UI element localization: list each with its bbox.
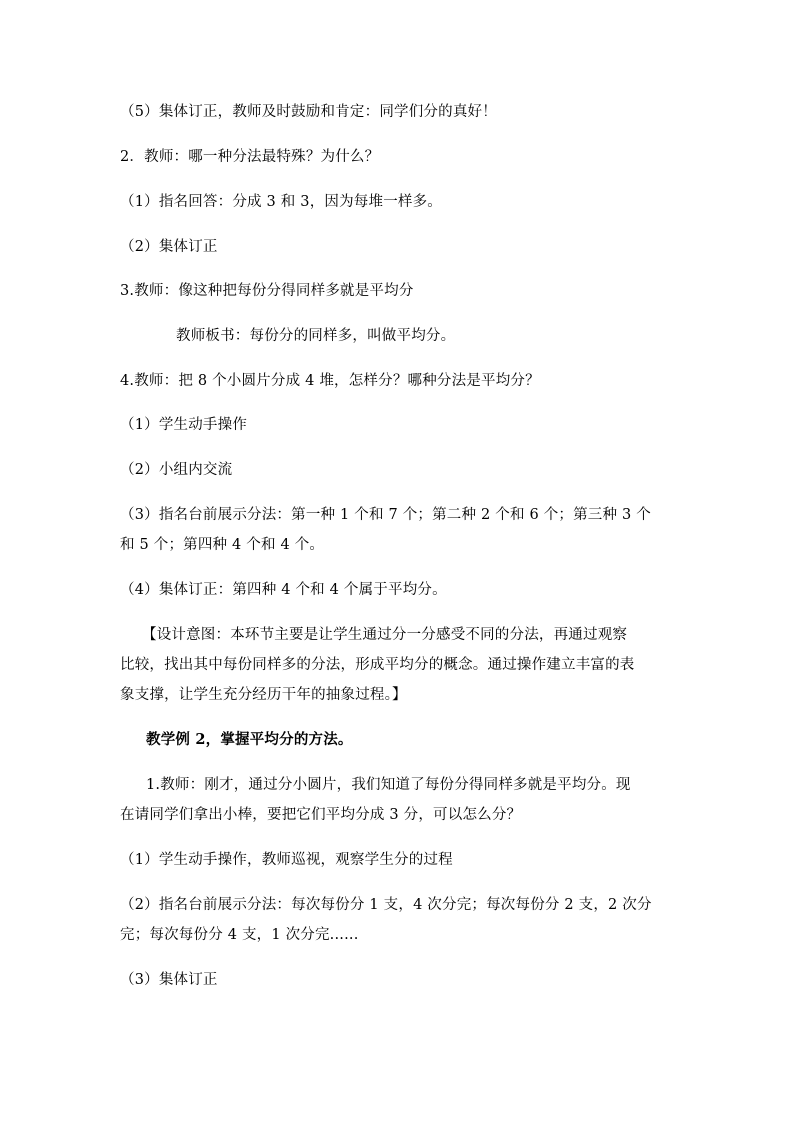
- paragraph-line: 3.教师：像这种把每份分得同样多就是平均分: [120, 283, 414, 299]
- paragraph-line: 2．教师：哪一种分法最特殊？为什么？: [120, 149, 380, 165]
- paragraph-line: （1）学生动手操作: [120, 417, 248, 433]
- section-heading: 教学例 2，掌握平均分的方法。: [146, 731, 353, 748]
- design-intent-line: 【设计意图：本环节主要是让学生通过分一分感受不同的分法，再通过观察: [142, 627, 628, 643]
- paragraph-line: 4.教师：把 8 个小圆片分成 4 堆，怎样分？哪种分法是平均分？: [120, 373, 540, 389]
- paragraph-line: 在请同学们拿出小棒，要把它们平均分成 3 分，可以怎么分？: [120, 807, 522, 823]
- paragraph-line: （2）小组内交流: [120, 462, 233, 478]
- design-intent-line: 象支撑，让学生充分经历干年的抽象过程。】: [120, 687, 407, 703]
- paragraph-line: （2）集体订正: [120, 239, 218, 255]
- paragraph-line: （5）集体订正，教师及时鼓励和肯定：同学们分的真好！: [120, 104, 497, 120]
- paragraph-line: （4）集体订正：第四种 4 个和 4 个属于平均分。: [120, 582, 447, 598]
- paragraph-line: 和 5 个；第四种 4 个和 4 个。: [120, 537, 325, 553]
- board-writing-line: 教师板书：每份分的同样多，叫做平均分。: [176, 328, 456, 344]
- paragraph-line: 完；每次每份分 4 支，1 次分完......: [120, 927, 359, 943]
- paragraph-line: （2）指名台前展示分法：每次每份分 1 支，4 次分完；每次每份分 2 支，2 次分: [120, 897, 652, 913]
- paragraph-line: 1.教师：刚才，通过分小圆片，我们知道了每份分得同样多就是平均分。现: [146, 777, 631, 793]
- paragraph-line: （1）学生动手操作，教师巡视，观察学生分的过程: [120, 852, 453, 868]
- paragraph-line: （1）指名回答：分成 3 和 3，因为每堆一样多。: [120, 194, 443, 210]
- design-intent-line: 比较，找出其中每份同样多的分法，形成平均分的概念。通过操作建立丰富的表: [120, 657, 635, 673]
- paragraph-line: （3）集体订正: [120, 972, 218, 988]
- paragraph-line: （3）指名台前展示分法：第一种 1 个和 7 个；第二种 2 个和 6 个；第三种 3 个: [120, 507, 651, 523]
